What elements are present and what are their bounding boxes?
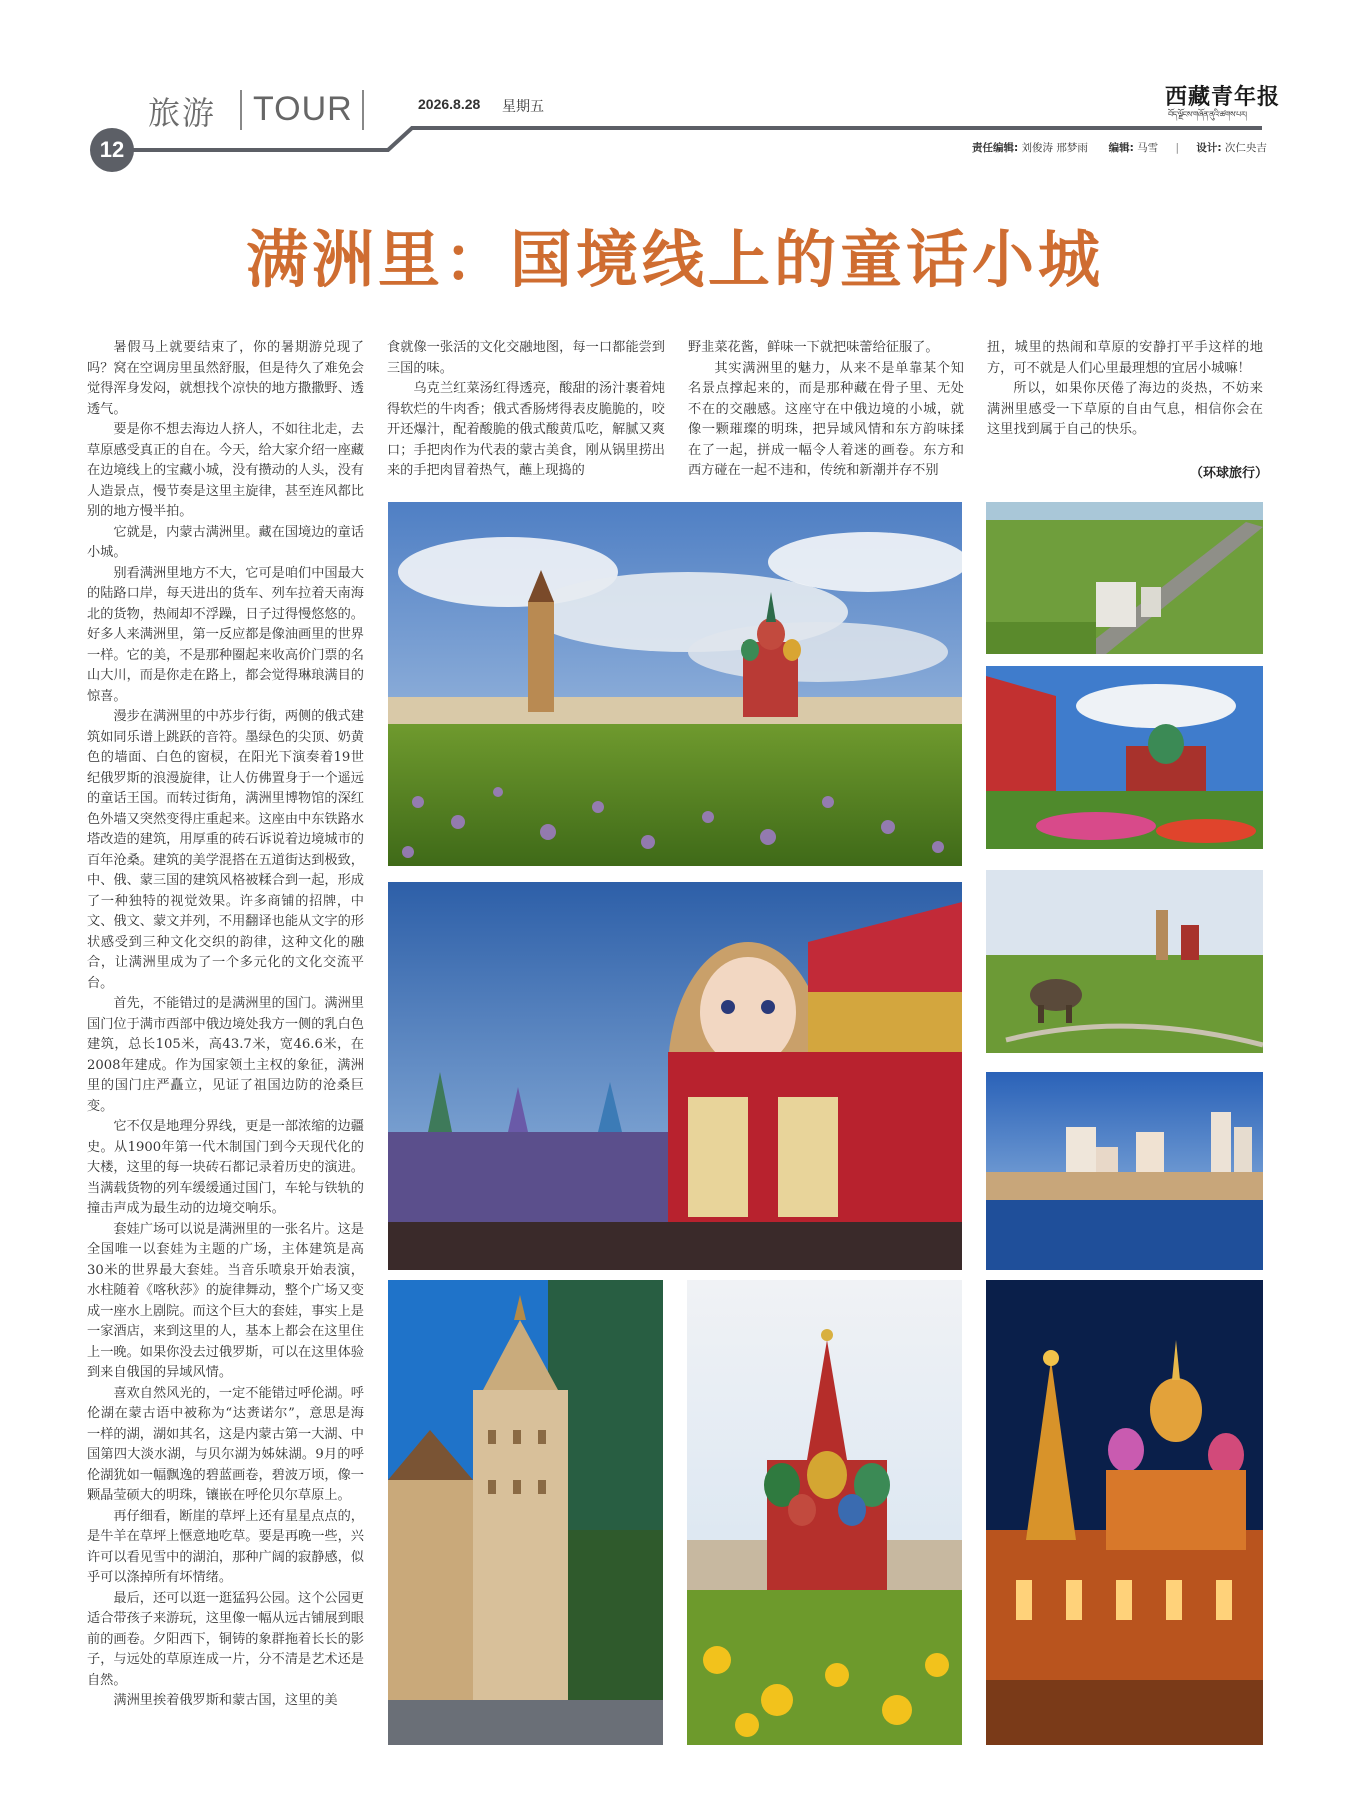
photo-matryoshka-hotel — [388, 882, 962, 1270]
paragraph: 乌克兰红菜汤红得透亮，酸甜的汤汁裹着炖得软烂的牛肉香；俄式香肠烤得表皮脆脆的，咬开还爆汁，配着酸脆的俄式酸黄瓜吃，解腻又爽口；手把肉作为代表的蒙古美食，刚从锅里捞出来的手把肉冒着热气，蘸上现捣的 — [387, 381, 665, 478]
text-column-1 — [87, 338, 364, 1712]
paragraph: 满洲里挨着俄罗斯和蒙古国，这里的美 — [113, 1693, 338, 1708]
paragraph: 首先，不能错过的是满洲里的国门。满洲里国门位于满市西部中俄边境处我方一侧的乳白色建筑，总长105米，高43.7米，宽46.6米，在2008年建成。作为国家领土主权的象征，满洲里的国门庄严矗立，见证了祖国边防的沧桑巨变。 — [87, 996, 364, 1114]
paragraph: 再仔细看，断崖的草坪上还有星星点点的，是牛羊在草坪上惬意地吃草。要是再晚一些，兴许可以看见雪中的湖泊，那种广阔的寂静感，似乎可以涤掉所有坏情绪。 — [87, 1508, 364, 1585]
paragraph: 它不仅是地理分界线，更是一部浓缩的边疆史。从1900年第一代木制国门到今天现代化的大楼，这里的每一块砖石都记录着历史的演进。当满载货物的列车缓缓通过国门，车轮与铁轨的撞击声成为最生动的边境交响乐。 — [87, 1119, 364, 1216]
photo-tower-building — [388, 1280, 663, 1745]
paragraph: 其实满洲里的魅力，从来不是单靠某个知名景点撑起来的，而是那种藏在骨子里、无处不在的交融感。这座守在中俄边境的小城，就像一颗璀璨的明珠，把异域风情和东方韵味揉在了一起，拼成一幅令人着迷的画卷。东方和西方碰在一起不违和，传统和新潮并存不别 — [688, 360, 964, 478]
paragraph: 漫步在满洲里的中苏步行街，两侧的俄式建筑如同乐谱上跳跃的音符。墨绿色的尖顶、奶黄色的墙面、白色的窗棂，在阳光下演奏着19世纪俄罗斯的浪漫旋律，让人仿佛置身于一个遥远的童话王国。而转过街角，满洲里博物馆的深红色外墙又突然变得庄重起来。这座由中东铁路水塔改造的建筑，用厚重的砖石诉说着边境城市的百年沧桑。建筑的美学混搭在五道街达到极致，中、俄、蒙三国的建筑风格被糅合到一起，形成了一种独特的视觉效果。许多商铺的招牌，中文、俄文、蒙文并列，不用翻译也能从文字的形状感受到三种文化交织的韵律，这种文化的融合，让满洲里成为了一个多元化的文化交流平台。 — [87, 709, 364, 991]
paragraph: 喜欢自然风光的，一定不能错过呼伦湖。呼伦湖在蒙古语中被称为“达赉诺尔”，意思是海一样的湖，湖如其名，这是内蒙古第一大湖、中国第四大淡水湖，与贝尔湖为姊妹湖。9月的呼伦湖犹如一幅飘逸的碧蓝画卷，碧波万顷，像一颗晶莹硕大的明珠，镶嵌在呼伦贝尔草原上。 — [87, 1385, 364, 1503]
credit-edit-label: 编辑: — [1108, 142, 1134, 154]
photo-lake-skyline — [986, 1072, 1263, 1270]
paragraph: 所以，如果你厌倦了海边的炎热，不妨来满洲里感受一下草原的自由气息，相信你会在这里找到属于自己的快乐。 — [987, 381, 1263, 437]
paragraph: 最后，还可以逛一逛猛犸公园。这个公园更适合带孩子来游玩，这里像一幅从远古铺展到眼前的画卷。夕阳西下，铜铸的象群拖着长长的影子，与远处的草原连成一片，分不清是艺术还是自然。 — [87, 1590, 364, 1688]
newspaper-logo-tibetan: བོད་ལྗོངས་གཞོན་ནུའི་ཚགས་པར། — [1168, 110, 1247, 119]
page-number: 12 — [90, 128, 134, 172]
article-title: 满洲里：国境线上的童话小城 — [245, 223, 1104, 296]
photo-border-port — [986, 502, 1263, 654]
article-source: （环球旅行） — [1190, 466, 1269, 481]
credit-design-label: 设计: — [1196, 142, 1222, 154]
paragraph: 套娃广场可以说是满洲里的一张名片。这是全国唯一以套娃为主题的广场，主体建筑是高30米的世界最大套娃。当音乐喷泉开始表演，水柱随着《喀秋莎》的旋律舞动，整个广场又变成一座水上剧院。而这个巨大的套娃，事实上是一家酒店，来到这里的人，基本上都会在这里住上一晚。如果你没去过俄罗斯，可以在这里体验到来自俄国的异域风情。 — [87, 1221, 364, 1380]
issue-weekday: 星期五 — [502, 99, 544, 115]
paragraph: 别看满洲里地方不大，它可是咱们中国最大的陆路口岸，每天进出的货车、列车拉着天南海北的货物，热闹却不浮躁，日子过得慢悠悠的。好多人来满洲里，第一反应都是像油画里的世界一样。它的美，不是那种圈起来收高价门票的名山大川，而是你走在路上，都会觉得琳琅满目的惊喜。 — [87, 565, 364, 704]
section-name-en: TOUR — [253, 90, 353, 128]
photo-night-domes — [986, 1280, 1263, 1745]
text-column-4 — [987, 338, 1263, 441]
editorial-credits: 责任编辑: 刘俊涛 邢梦雨 编辑: 马雪 | 设计: 次仁央吉 — [972, 142, 1267, 154]
issue-date: 2026.8.28 — [418, 96, 481, 112]
paragraph: 暑假马上就要结束了，你的暑期游兑现了吗？窝在空调房里虽然舒服，但是待久了难免会觉得浑身发闷，就想找个凉快的地方撒撒野、透透气。 — [87, 340, 364, 417]
photo-red-pavilion-garden — [986, 666, 1263, 849]
section-name-cn: 旅游 — [148, 94, 217, 132]
credit-editor-label: 责任编辑: — [972, 142, 1019, 154]
text-column-2 — [387, 338, 665, 482]
newspaper-logo: 西藏青年报 — [1165, 84, 1281, 110]
credit-editors: 刘俊涛 邢梦雨 — [1021, 142, 1088, 154]
paragraph: 要是你不想去海边人挤人，不如往北走，去草原感受真正的自在。今天，给大家介绍一座藏在边境线上的宝藏小城，没有攒动的人头，没有人造景点，慢节奏是这里主旋律，甚至连风都比别的地方慢半拍。 — [87, 422, 364, 519]
credit-edit-name: 马雪 — [1137, 142, 1159, 154]
paragraph: 扭，城里的热闹和草原的安静打平手这样的地方，可不就是人们心里最理想的宜居小城嘛！ — [987, 340, 1263, 376]
paragraph: 野韭菜花酱，鲜味一下就把味蕾给征服了。 — [688, 340, 939, 355]
text-column-3 — [688, 338, 964, 482]
paragraph: 它就是，内蒙古满洲里。藏在国境边的童话小城。 — [87, 524, 364, 560]
paragraph: 食就像一张活的文化交融地图，每一口都能尝到三国的味。 — [387, 340, 665, 376]
photo-mammoth-park — [986, 870, 1263, 1053]
photo-onion-cathedral — [687, 1280, 962, 1745]
credit-designer: 次仁央吉 — [1224, 142, 1267, 154]
photo-castle-meadow — [388, 502, 962, 866]
